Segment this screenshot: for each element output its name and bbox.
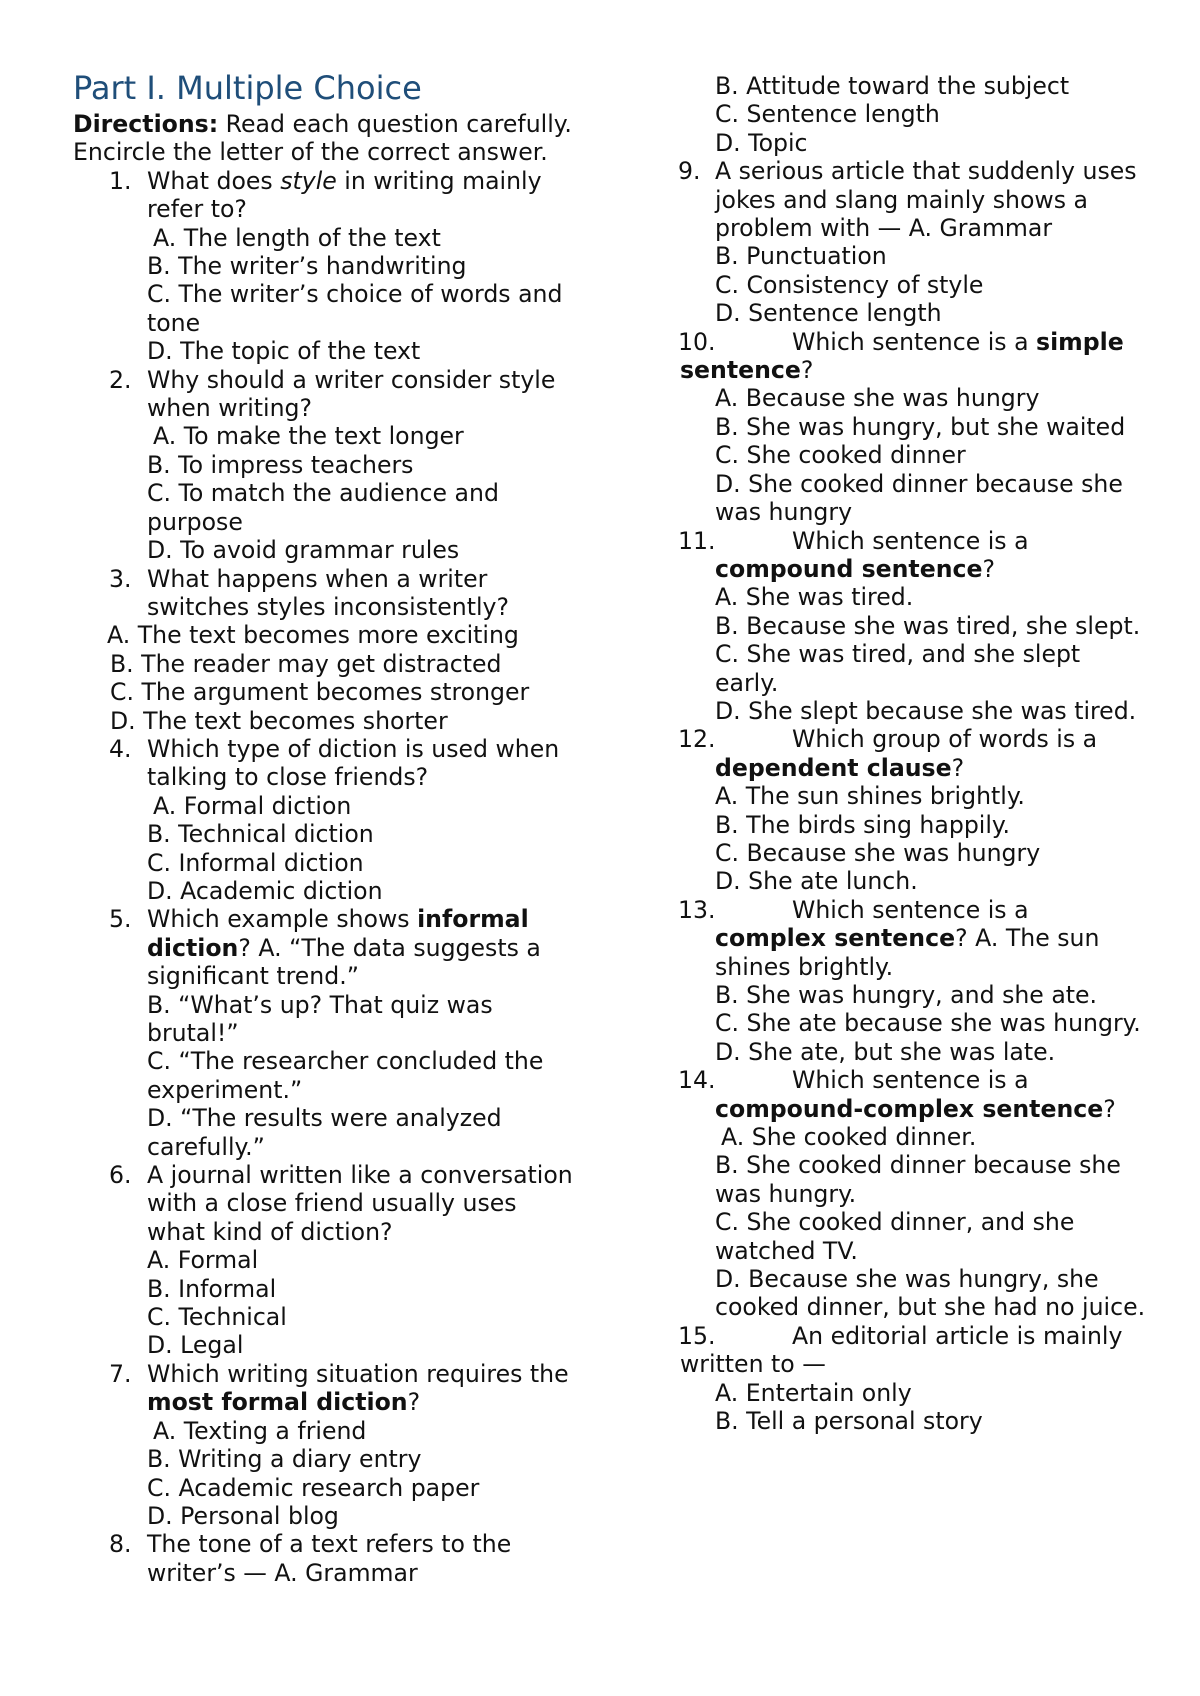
question-number: 6. xyxy=(109,1161,132,1190)
option-d[interactable]: D. She cooked dinner because she was hungry xyxy=(715,469,1123,527)
question-3 xyxy=(73,565,573,735)
option-b[interactable]: B. She was hungry, but she waited xyxy=(715,412,1126,441)
question-1 xyxy=(73,167,573,366)
option-d[interactable]: D. The topic of the text xyxy=(147,337,421,366)
emphasis-compound-complex-sentence: compound-complex sentence xyxy=(715,1094,1104,1123)
option-d[interactable]: D. She ate lunch. xyxy=(715,867,918,896)
question-number: 10. xyxy=(678,327,716,356)
question-5 xyxy=(73,905,573,1161)
option-b[interactable]: B. The writer’s handwriting xyxy=(147,252,467,281)
option-d[interactable]: D. Sentence length xyxy=(715,299,942,328)
right-column xyxy=(680,72,1150,1436)
question-11 xyxy=(680,527,1150,726)
emphasis-most-formal-diction: most formal diction xyxy=(147,1388,408,1417)
option-a[interactable]: A. She was tired. xyxy=(715,583,914,612)
option-a[interactable]: A. The text becomes more exciting xyxy=(107,621,519,650)
question-number: 8. xyxy=(109,1530,132,1559)
emphasis-informal-diction: informal diction xyxy=(147,905,529,962)
page-title: Part I. Multiple Choice xyxy=(73,69,422,107)
question-number: 12. xyxy=(678,725,716,754)
option-b[interactable]: B. To impress teachers xyxy=(147,450,414,479)
option-a[interactable]: A. Formal xyxy=(147,1246,259,1275)
option-c[interactable]: C. She ate because she was hungry. xyxy=(715,1009,1141,1038)
option-c[interactable]: C. Consistency of style xyxy=(715,270,984,299)
question-7 xyxy=(73,1360,573,1530)
option-c[interactable]: C. Academic research paper xyxy=(147,1473,480,1502)
question-stem: Which sentence is a simple sentence? xyxy=(680,327,1124,385)
question-number: 1. xyxy=(109,166,132,195)
option-c[interactable]: C. “The researcher concluded the experiment.” xyxy=(147,1047,544,1104)
option-d[interactable]: D. Topic xyxy=(715,128,808,157)
question-number: 9. xyxy=(678,157,701,186)
option-c[interactable]: C. The argument becomes stronger xyxy=(110,678,530,707)
question-2 xyxy=(73,366,573,565)
option-c[interactable]: C. She cooked dinner xyxy=(715,441,966,470)
question-stem: Which sentence is a xyxy=(792,526,1029,555)
question-stem: Which writing situation requires the most formal diction? xyxy=(147,1359,569,1417)
question-stem: The tone of a text refers to the writer’s — A. Grammar xyxy=(147,1530,512,1587)
option-a[interactable]: A. Texting a friend xyxy=(153,1416,367,1445)
option-c[interactable]: C. She was tired, and she slept early. xyxy=(715,640,1081,697)
options xyxy=(680,384,1150,526)
options: dependent clause? A. The sun shines brightly. B. The birds sing happily. C. Because she was hungry D. She ate lunch. xyxy=(680,754,1150,896)
option-d[interactable]: D. Legal xyxy=(147,1331,244,1360)
option-d[interactable]: D. Personal blog xyxy=(147,1501,339,1530)
options xyxy=(680,1379,1150,1436)
option-b[interactable]: B. She was hungry, and she ate. xyxy=(715,981,1098,1009)
question-number: 2. xyxy=(109,365,132,394)
option-c[interactable]: C. Technical xyxy=(147,1303,287,1332)
options: compound sentence? A. She was tired. B. Because she was tired, she slept. C. She was tired, and she slept early. D. She slept because she was tired. xyxy=(680,555,1150,725)
option-d[interactable]: D. She slept because she was tired. xyxy=(715,696,1137,725)
option-a[interactable]: A. The length of the text xyxy=(153,223,441,252)
directions-label: Directions: xyxy=(73,110,219,138)
option-b[interactable]: B. Because she was tired, she slept. xyxy=(715,611,1141,640)
question-stem: Which sentence is a xyxy=(792,895,1029,924)
question-9 xyxy=(680,157,1150,327)
option-c[interactable]: C. The writer’s choice of words and tone xyxy=(147,280,563,337)
option-b[interactable]: B. Attitude toward the subject xyxy=(715,72,1070,100)
directions xyxy=(73,110,573,167)
question-number: 7. xyxy=(109,1359,132,1388)
question-number: 15. xyxy=(678,1321,716,1350)
emphasis-complex-sentence: complex sentence xyxy=(715,924,956,953)
option-d[interactable]: D. The text becomes shorter xyxy=(110,706,448,735)
option-b[interactable]: B. “What’s up? That quiz was brutal!” xyxy=(147,990,493,1047)
emphasis-simple-sentence: simple sentence xyxy=(680,327,1124,385)
option-d[interactable]: D. Academic diction xyxy=(147,876,383,905)
option-c[interactable]: C. She cooked dinner, and she watched TV. xyxy=(715,1208,1075,1265)
question-10 xyxy=(680,328,1150,527)
question-number: 4. xyxy=(109,734,132,763)
directions-text: Read each question carefully. Encircle the letter of the correct answer. xyxy=(73,110,572,167)
options: compound-complex sentence? A. She cooked dinner. B. She cooked dinner because she was hungry. C. She cooked dinner, and she watched TV. D. Because she was hungry, she cooked dinner, but she had no juice. xyxy=(680,1095,1150,1322)
option-a[interactable]: A. Formal diction xyxy=(153,791,352,820)
option-c[interactable]: C. Informal diction xyxy=(147,848,364,877)
question-14 xyxy=(680,1066,1150,1322)
option-d[interactable]: D. To avoid grammar rules xyxy=(147,536,460,565)
question-number: 13. xyxy=(678,895,716,924)
option-a[interactable]: A. Because she was hungry xyxy=(715,384,1040,413)
option-b[interactable]: B. The reader may get distracted xyxy=(110,649,502,678)
question-stem: Why should a writer consider style when writing? xyxy=(147,365,556,423)
option-b[interactable]: B. Punctuation xyxy=(715,242,887,271)
option-b[interactable]: B. Writing a diary entry xyxy=(147,1445,422,1474)
option-a[interactable]: A. To make the text longer xyxy=(153,422,464,451)
option-b[interactable]: B. Tell a personal story xyxy=(715,1407,983,1436)
option-a[interactable]: A. She cooked dinner. xyxy=(721,1123,977,1152)
option-a[interactable]: A. Entertain only xyxy=(715,1378,912,1407)
question-6 xyxy=(73,1161,573,1360)
option-d[interactable]: D. Because she was hungry, she cooked dinner, but she had no juice. xyxy=(715,1265,1146,1322)
question-15 xyxy=(680,1322,1150,1436)
emphasis-dependent-clause: dependent clause xyxy=(715,753,952,782)
question-12 xyxy=(680,725,1150,895)
option-b[interactable]: B. Technical diction xyxy=(147,820,374,849)
options: complex sentence? A. The sun shines brightly. B. She was hungry, and she ate. C. She ate because she was hungry. D. She ate, but she was late. xyxy=(680,924,1150,1066)
question-stem: What does style in writing mainly refer to? xyxy=(147,166,542,224)
question-number: 5. xyxy=(109,905,132,934)
option-c[interactable]: C. Sentence length xyxy=(715,100,940,129)
question-number: 11. xyxy=(678,526,716,555)
emphasis-compound-sentence: compound sentence xyxy=(715,554,983,583)
question-stem: What happens when a writer switches styles inconsistently? xyxy=(147,564,510,621)
question-number: 14. xyxy=(678,1066,716,1095)
emphasis-style: style xyxy=(280,166,337,195)
option-d[interactable]: D. She ate, but she was late. xyxy=(715,1037,1056,1066)
question-8 xyxy=(73,1530,573,1587)
question-stem: Which type of diction is used when talking to close friends? xyxy=(147,734,560,792)
question-stem: A journal written like a conversation with a close friend usually uses what kind of diction? xyxy=(147,1161,573,1246)
question-4 xyxy=(73,735,573,905)
question-stem: An editorial article is mainly written to — xyxy=(680,1321,1123,1379)
option-d[interactable]: D. “The results were analyzed carefully.” xyxy=(147,1104,502,1161)
question-stem: Which example shows informal diction? A. “The data suggests a significant trend.” xyxy=(147,905,541,991)
question-13 xyxy=(680,896,1150,1066)
question-stem: Which group of words is a xyxy=(792,725,1098,754)
question-number: 3. xyxy=(109,564,132,593)
option-c[interactable]: C. To match the audience and purpose xyxy=(147,479,499,536)
option-a[interactable]: A. The sun shines brightly. xyxy=(715,782,1025,811)
option-c[interactable]: C. Because she was hungry xyxy=(715,838,1041,867)
option-b[interactable]: B. She cooked dinner because she was hungry. xyxy=(715,1151,1121,1208)
option-b[interactable]: B. The birds sing happily. xyxy=(715,810,1011,839)
question-8-continued xyxy=(680,72,1150,157)
option-b[interactable]: B. Informal xyxy=(147,1274,277,1303)
question-stem: Which sentence is a xyxy=(792,1066,1029,1095)
question-stem: A serious article that suddenly uses jokes and slang mainly shows a problem with — A. Grammar xyxy=(715,157,1137,243)
left-column xyxy=(73,68,573,1587)
